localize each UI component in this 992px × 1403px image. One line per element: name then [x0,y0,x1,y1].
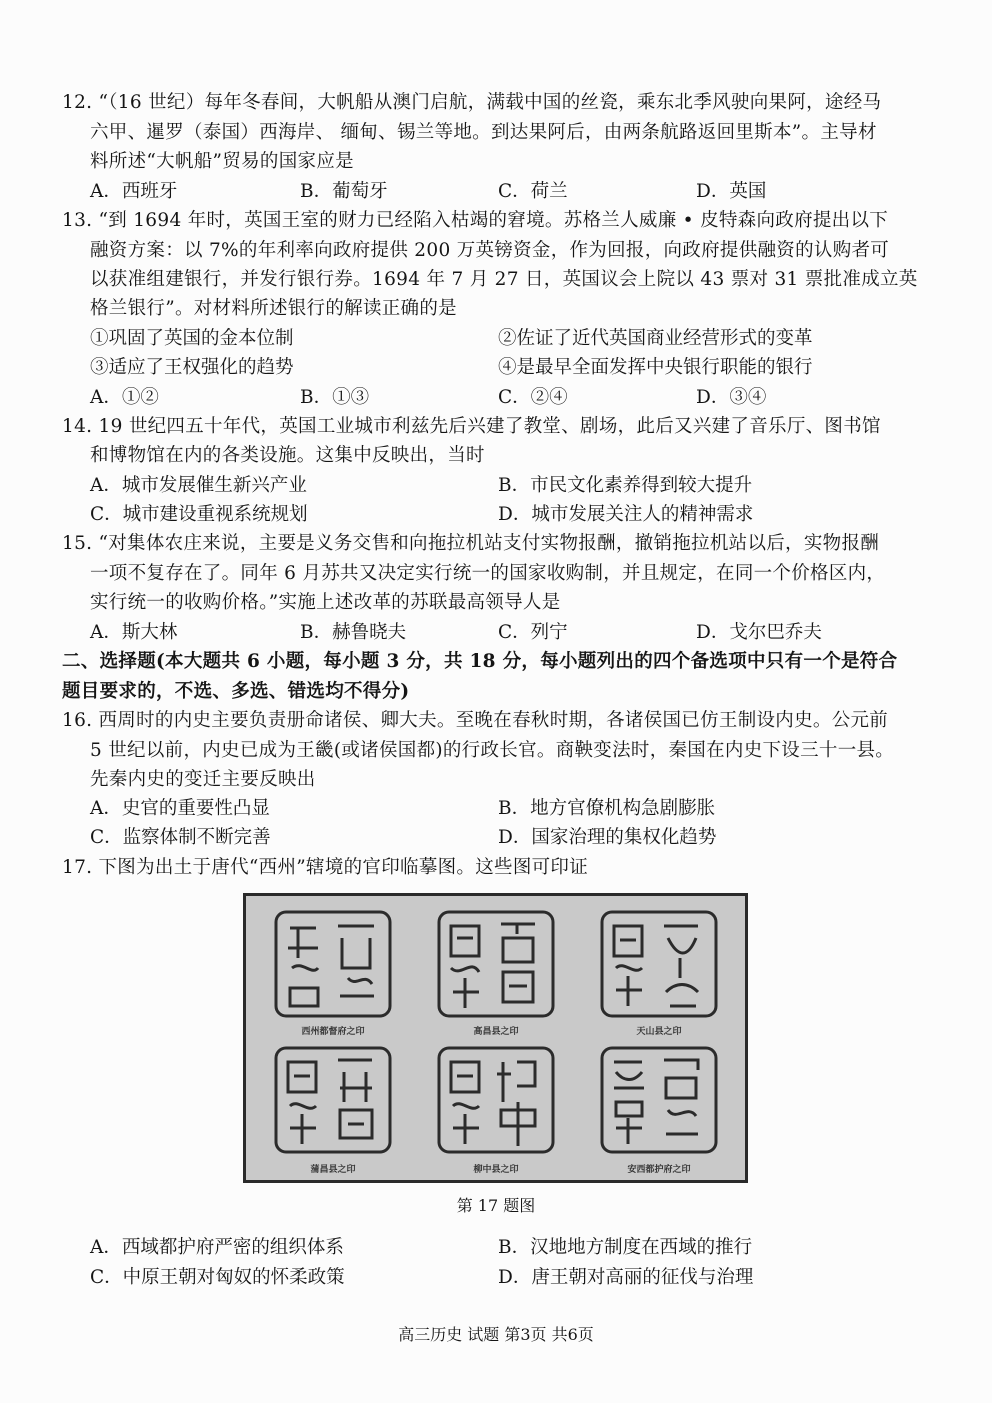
seal-image [594,1044,724,1156]
seal-image [431,908,561,1020]
q15-line-3: 实行统一的收购价格。”实施上述改革的苏联最高领导人是 [90,592,561,613]
q15-option-a[interactable]: A．斯大林 [90,622,178,643]
q16-line-2: 5 世纪以前，内史已成为王畿(或诸侯国都)的行政长官。商鞅变法时，秦国在内史下设三十一县。 [90,740,895,761]
section-2-heading-line-1: 二、选择题(本大题共 6 小题，每小题 3 分，共 18 分，每小题列出的四个备选项中只有一个是符合 [62,651,898,672]
q13-line-2: 融资方案：以 7%的年利率向政府提供 200 万英镑资金，作为回报，向政府提供融资的认购者可 [90,240,890,261]
q15-option-c[interactable]: C．列宁 [498,622,568,643]
seal-figure [243,893,748,1183]
q13-option-a[interactable]: A．①② [90,387,159,408]
q17-option-d[interactable]: D．唐王朝对高丽的征伐与治理 [498,1267,754,1288]
seal-caption: 天山县之印 [636,1027,682,1037]
q14-option-d[interactable]: D．城市发展关注人的精神需求 [498,504,754,525]
q13-statement-1: ①巩固了英国的金本位制 [90,328,294,349]
seal-caption: 高昌县之印 [473,1027,519,1037]
q14-option-a[interactable]: A．城市发展催生新兴产业 [90,475,307,496]
q14-option-b[interactable]: B．市民文化素养得到较大提升 [498,475,753,496]
q17-option-c[interactable]: C．中原王朝对匈奴的怀柔政策 [90,1267,345,1288]
q12-line-3: 料所述“大帆船”贸易的国家应是 [90,151,354,172]
section-2-heading-line-2: 题目要求的，不选、多选、错选均不得分) [62,681,410,702]
seal-image [268,1044,398,1156]
q13-statement-2: ②佐证了近代英国商业经营形式的变革 [498,328,813,349]
q16-line-1: 16. 西周时的内史主要负责册命诸侯、卿大夫。至晚在春秋时期，各诸侯国已仿王制设内史。公元前 [62,710,889,731]
seal-caption: 蒲昌县之印 [310,1165,356,1175]
seal-image [268,908,398,1020]
q15-option-d[interactable]: D．戈尔巴乔夫 [696,622,822,643]
q16-option-a[interactable]: A．史官的重要性凸显 [90,798,270,819]
figure-caption: 第 17 题图 [456,1196,536,1215]
q17-line-1: 17. 下图为出土于唐代“西州”辖境的官印临摹图。这些图可印证 [62,857,589,878]
q15-line-2: 一项不复存在了。同年 6 月苏共又决定实行统一的国家收购制，并且规定，在同一个价格区内， [90,563,886,584]
q16-line-3: 先秦内史的变迁主要反映出 [90,769,316,790]
q12-option-d[interactable]: D．英国 [696,181,767,202]
q13-line-3: 以获准组建银行，并发行银行券。1694 年 7 月 27 日，英国议会上院以 43 票对 31 票批准成立英 [90,269,918,290]
q13-statement-4: ④是最早全面发挥中央银行职能的银行 [498,357,813,378]
q12-option-b[interactable]: B．葡萄牙 [300,181,388,202]
q16-option-d[interactable]: D．国家治理的集权化趋势 [498,827,717,848]
q16-option-c[interactable]: C．监察体制不断完善 [90,827,271,848]
seal-image [431,1044,561,1156]
q14-line-1: 14. 19 世纪四五十年代，英国工业城市利兹先后兴建了教堂、剧场，此后又兴建了音乐厅、图书馆 [62,416,881,437]
q15-option-b[interactable]: B．赫鲁晓夫 [300,622,407,643]
q15-line-1: 15. “对集体农庄来说，主要是义务交售和向拖拉机站支付实物报酬，撤销拖拉机站以后，实物报酬 [62,533,880,554]
q13-option-c[interactable]: C．②④ [498,387,568,408]
q12-option-c[interactable]: C．荷兰 [498,181,568,202]
q14-line-2: 和博物馆在内的各类设施。这集中反映出，当时 [90,445,485,466]
seal-caption: 柳中县之印 [473,1165,519,1175]
q13-option-b[interactable]: B．①③ [300,387,370,408]
page-footer: 高三历史 试题 第3页 共6页 [398,1325,594,1344]
q14-option-c[interactable]: C．城市建设重视系统规划 [90,504,308,525]
q13-line-1: 13. “到 1694 年时，英国王室的财力已经陷入枯竭的窘境。苏格兰人威廉 • 皮特森向政府提出以下 [62,210,889,231]
q17-option-a[interactable]: A．西域都护府严密的组织体系 [90,1237,344,1258]
q12-option-a[interactable]: A．西班牙 [90,181,178,202]
seal-caption: 西州都督府之印 [301,1027,365,1037]
seal-image [594,908,724,1020]
q13-line-4: 格兰银行”。对材料所述银行的解读正确的是 [90,298,457,319]
seal-caption: 安西都护府之印 [627,1165,691,1175]
q13-statement-3: ③适应了王权强化的趋势 [90,357,294,378]
q13-option-d[interactable]: D．③④ [696,387,767,408]
q17-option-b[interactable]: B．汉地地方制度在西域的推行 [498,1237,753,1258]
q12-line-1: 12. “（16 世纪）每年冬春间，大帆船从澳门启航，满载中国的丝瓷，乘东北季风驶向果阿，途经马 [62,92,882,113]
q12-line-2: 六甲、暹罗（泰国）西海岸、 缅甸、锡兰等地。到达果阿后，由两条航路返回里斯本”。主导材 [90,122,877,143]
q16-option-b[interactable]: B．地方官僚机构急剧膨胀 [498,798,716,819]
